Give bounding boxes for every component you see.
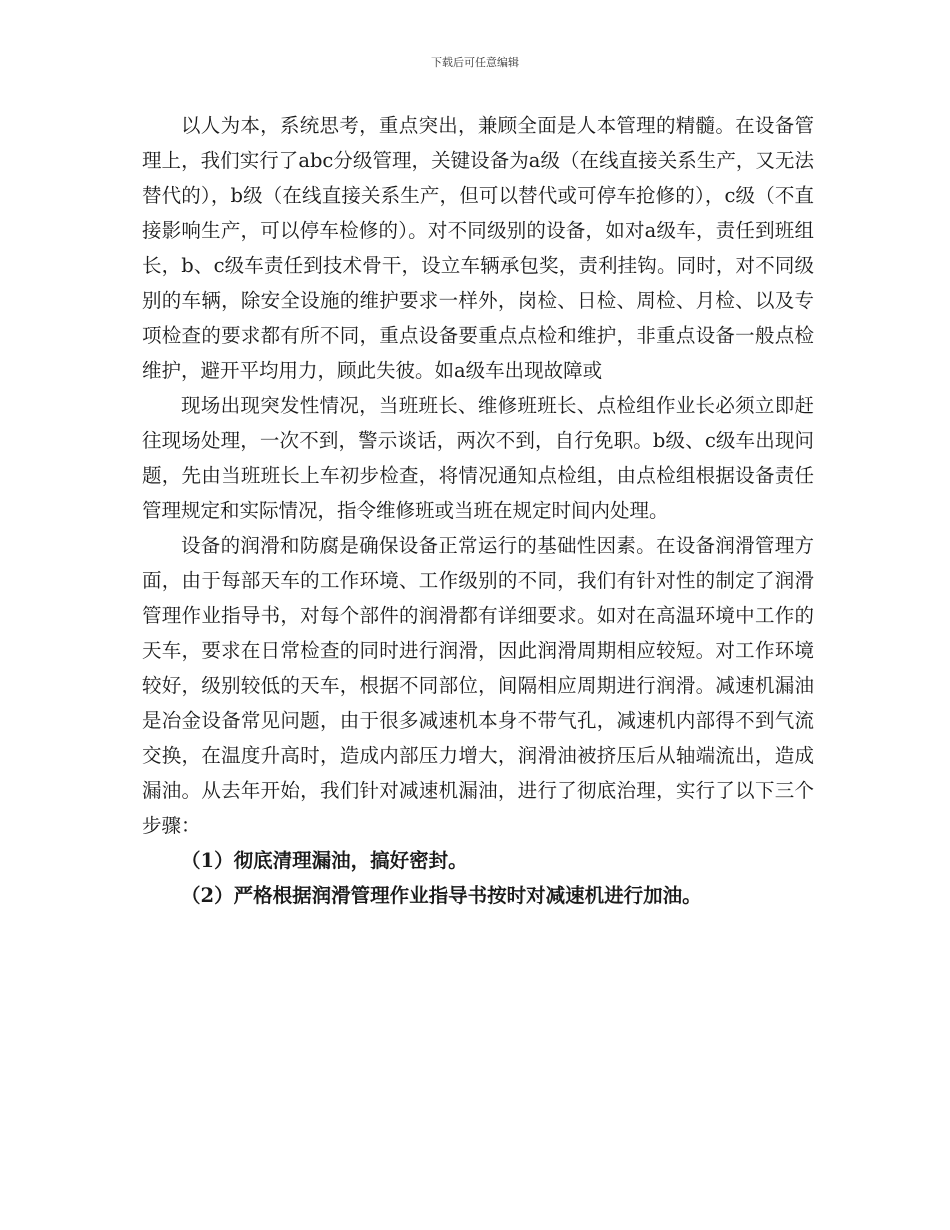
- step-1: （1）彻底清理漏油，搞好密封。: [181, 849, 468, 872]
- page-header: 下载后可任意编辑: [431, 56, 519, 69]
- paragraph-equipment-grading: 以人为本，系统思考，重点突出，兼顾全面是人本管理的精髓。在设备管理上，我们实行了abc分级管理，关键设备为a级（在线直接关系生产，又无法替代的），b级（在线直接关系生产，但可以替代或可停车抢修的），c级（不直接影响生产，可以停车检修的）。对不同级别的设备，如对a级车，责任到班组长，b、c级车责任到技术骨干，设立车辆承包奖，责利挂钩。同时，对不同级别的车辆，除安全设施的维护要求一样外，岗检、日检、周检、月检、以及专项检查的要求都有所不同，重点设备要重点点检和维护，非重点设备一般点检维护，避开平均用力，顾此失彼。如a级车出现故障或: [142, 114, 814, 382]
- step-2: （2）严格根据润滑管理作业指导书按时对减速机进行加油。: [181, 884, 702, 907]
- paragraph-lubrication: 设备的润滑和防腐是确保设备正常运行的基础性因素。在设备润滑管理方面，由于每部天车的工作环境、工作级别的不同，我们有针对性的制定了润滑管理作业指导书，对每个部件的润滑都有详细要求。如对在高温环境中工作的天车，要求在日常检查的同时进行润滑，因此润滑周期相应较短。对工作环境较好，级别较低的天车，根据不同部位，间隔相应周期进行润滑。减速机漏油是冶金设备常见问题，由于很多减速机本身不带气孔，减速机内部得不到气流交换，在温度升高时，造成内部压力增大，润滑油被挤压后从轴端流出，造成漏油。从去年开始，我们针对减速机漏油，进行了彻底治理，实行了以下三个步骤：: [142, 534, 814, 837]
- document-body: [142, 108, 814, 913]
- paragraph-emergency-response: 现场出现突发性情况，当班班长、维修班班长、点检组作业长必须立即赶往现场处理，一次不到，警示谈话，两次不到，自行免职。b级、c级车出现问题，先由当班班长上车初步检查，将情况通知点检组，由点检组根据设备责任管理规定和实际情况，指令维修班或当班在规定时间内处理。: [142, 394, 814, 522]
